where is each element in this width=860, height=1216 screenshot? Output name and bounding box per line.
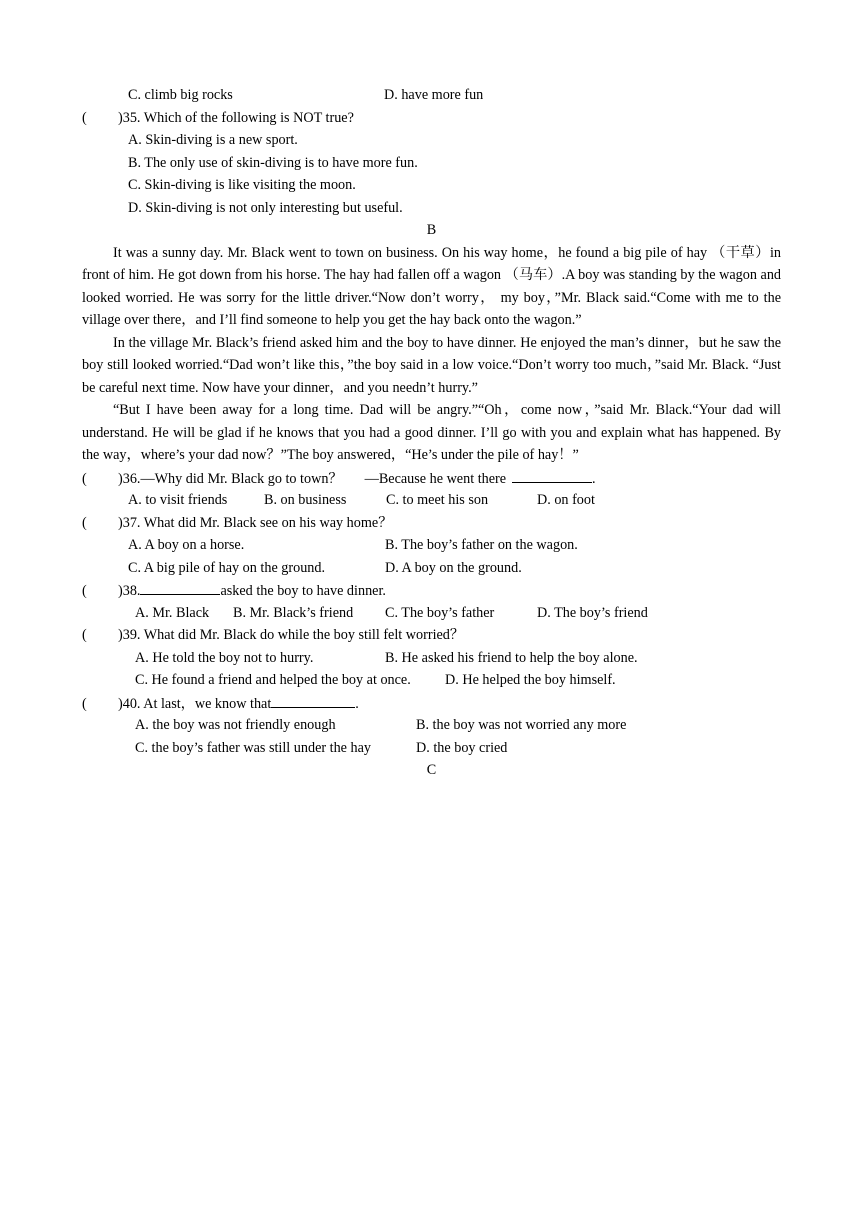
- q35-option-d: D. Skin-diving is not only interesting but useful.: [128, 199, 403, 216]
- q37-stem: [82, 512, 781, 535]
- section-c-heading: C: [426, 762, 437, 778]
- q40-stem: [82, 692, 781, 715]
- q38-question-start: )38.: [118, 583, 141, 599]
- answer-paren: (: [82, 470, 87, 487]
- answer-paren: (: [82, 514, 87, 531]
- q40-option-c: C. the boy’s father was still under the hay: [135, 739, 372, 756]
- passage-paragraph-3: “But I have been away for a long time. Dad will be angry.”“Oh，come now，”said Mr. Black.“Your dad will understand. He will be glad if he knows that you had a good dinner. I’ll go with you and explain what has happened. By the way，where’s your dad now？”The boy answered，“He’s under the pile of hay！”: [82, 402, 781, 463]
- q35-stem: [82, 107, 781, 130]
- answer-paren: (: [82, 627, 87, 643]
- q38-stem: [82, 579, 781, 602]
- worksheet-page: [82, 84, 781, 782]
- q40-answer-blank: [271, 692, 355, 708]
- q40-option-b: B. the boy was not worried any more: [416, 717, 627, 733]
- q37-options-ab: [82, 534, 781, 557]
- answer-paren: (: [82, 583, 87, 599]
- q38-option-d: D. The boy’s friend: [537, 604, 648, 621]
- q38-options: [82, 602, 781, 625]
- q37-question: )37. What did Mr. Black see on his way home？: [118, 514, 393, 531]
- q40-options-ab: [82, 714, 781, 737]
- section-b-heading: B: [426, 222, 437, 238]
- answer-paren: (: [82, 695, 87, 712]
- q35-question: )35. Which of the following is NOT true?: [118, 109, 354, 126]
- q38-answer-blank: [140, 579, 220, 595]
- q36-question: )36.—Why did Mr. Black go to town？: [118, 470, 343, 487]
- answer-paren: (: [82, 109, 87, 126]
- q39-options-ab: [82, 647, 781, 670]
- q37-option-b: B. The boy’s father on the wagon.: [385, 537, 578, 553]
- q37-option-a: A. A boy on a horse.: [128, 537, 245, 553]
- q39-option-a: A. He told the boy not to hurry.: [135, 649, 314, 666]
- q34-option-c: C. climb big rocks: [128, 87, 233, 103]
- q35-option-c: C. Skin-diving is like visiting the moon.: [128, 177, 356, 193]
- q40-question-start: )40. At last，we know that: [118, 695, 272, 712]
- q40-question-end: .: [355, 695, 359, 712]
- q36-option-d: D. on foot: [537, 492, 595, 508]
- q39-option-b: B. He asked his friend to help the boy alone.: [385, 649, 638, 666]
- q39-option-c: C. He found a friend and helped the boy at once.: [135, 672, 411, 688]
- q36-option-a: A. to visit friends: [128, 492, 228, 508]
- passage-paragraph-1: It was a sunny day. Mr. Black went to town on business. On his way home，he found a big pile of hay （干草）in front of him. He got down from his horse. The hay had fallen off a wagon （马车）.A boy was standing by the wagon and looked worried. He was sorry for the little driver.“Now don’t worry， my boy，”Mr. Black said.“Come with me to the village over there，and I’ll find someone to help you get the hay back onto the wagon.”: [82, 244, 781, 328]
- q37-option-d: D. A boy on the ground.: [385, 559, 522, 576]
- q35-option-b: B. The only use of skin-diving is to have more fun.: [128, 154, 418, 171]
- q39-stem: [82, 624, 781, 647]
- q38-option-a: A. Mr. Black: [135, 604, 210, 621]
- q39-option-d: D. He helped the boy himself.: [445, 672, 616, 688]
- q38-option-c: C. The boy’s father: [385, 604, 495, 621]
- q40-option-d: D. the boy cried: [416, 739, 508, 756]
- q40-options-cd: [82, 737, 781, 760]
- passage-paragraph-2: In the village Mr. Black’s friend asked him and the boy to have dinner. He enjoyed the man’s dinner，but he saw the boy still looked worried.“Dad won’t like this，”the boy said in a low voice.“Don’t worry too much，”said Mr. Black. “Just be careful next time. Now have your dinner，and you needn’t hurry.”: [82, 334, 781, 396]
- q36-answer-stem: —Because he went there: [364, 470, 507, 487]
- q36-stem: [82, 467, 781, 490]
- q34-option-d: D. have more fun: [384, 87, 484, 103]
- q37-options-cd: [82, 557, 781, 580]
- q36-options: [82, 489, 781, 512]
- q40-option-a: A. the boy was not friendly enough: [135, 717, 336, 733]
- q36-option-c: C. to meet his son: [386, 492, 489, 508]
- q36-answer-blank: [512, 467, 592, 483]
- q35-option-a: A. Skin-diving is a new sport.: [128, 132, 298, 148]
- q37-option-c: C. A big pile of hay on the ground.: [128, 559, 326, 576]
- q38-question-end: asked the boy to have dinner.: [220, 583, 386, 599]
- q38-option-b: B. Mr. Black’s friend: [233, 604, 354, 621]
- q39-options-cd: [82, 669, 781, 692]
- q39-question: )39. What did Mr. Black do while the boy still felt worried？: [118, 627, 465, 643]
- q36-option-b: B. on business: [264, 492, 347, 508]
- q34-options-cd: [82, 84, 781, 107]
- q36-answer-end: .: [592, 470, 596, 487]
